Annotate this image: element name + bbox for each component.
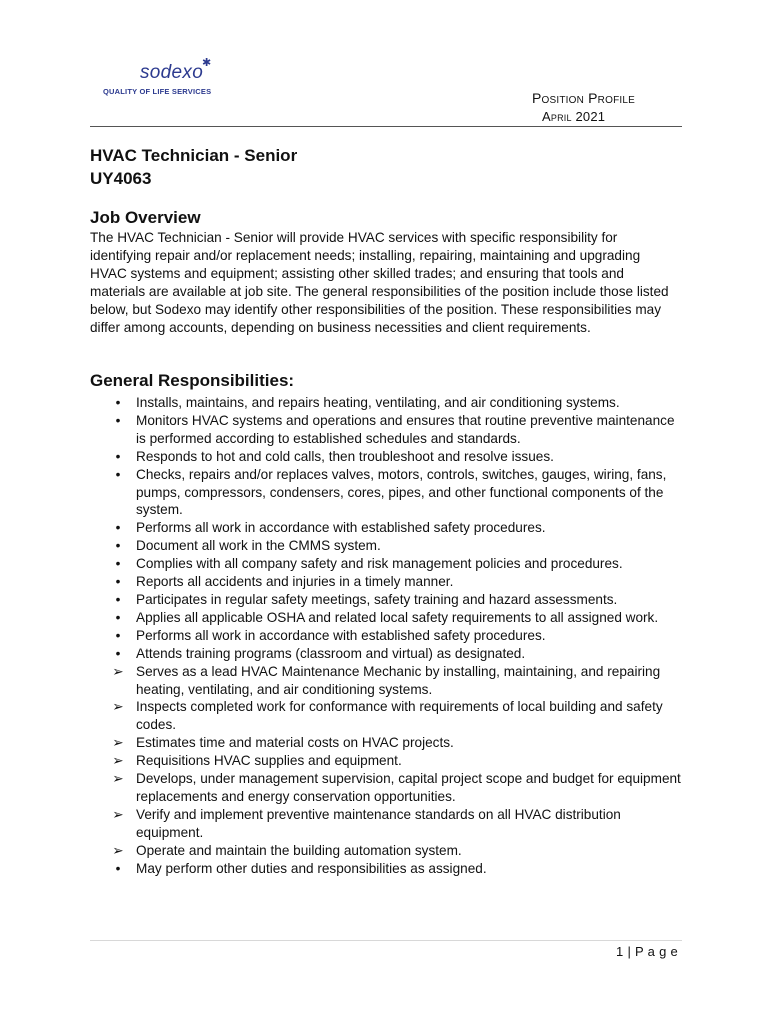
- list-item-text: Checks, repairs and/or replaces valves, motors, controls, switches, gauges, wiring, fans, pumps, compressors, condensers, cores, pipes, and other functional components of the system.: [136, 466, 667, 518]
- logo-wordmark: sodexo: [140, 62, 204, 83]
- list-item-text: Document all work in the CMMS system.: [136, 538, 381, 554]
- bullet-icon: •: [115, 645, 121, 661]
- logo-tagline: QUALITY OF LIFE SERVICES: [103, 87, 212, 96]
- bullet-icon: •: [115, 609, 121, 625]
- list-item-text: Requisitions HVAC supplies and equipment.: [136, 753, 402, 769]
- job-overview-heading: Job Overview: [90, 208, 201, 227]
- list-item: [0, 860, 770, 878]
- list-item: [0, 842, 770, 860]
- arrow-bullet-icon: ➢: [112, 771, 124, 787]
- bullet-icon: •: [115, 627, 121, 643]
- bullet-icon: •: [115, 591, 121, 607]
- list-item: [0, 698, 770, 734]
- arrow-bullet-icon: ➢: [112, 699, 124, 715]
- bullet-icon: •: [115, 860, 121, 876]
- arrow-bullet-icon: ➢: [112, 806, 124, 822]
- bullet-icon: •: [115, 466, 121, 482]
- bullet-icon: •: [115, 538, 121, 554]
- list-item: [0, 537, 770, 555]
- list-item: [0, 663, 770, 699]
- page-number: 1 | P a g e: [616, 944, 679, 959]
- bullet-icon: •: [115, 574, 121, 590]
- sodexo-logo: [100, 56, 230, 100]
- footer-divider: [90, 940, 682, 941]
- bullet-icon: •: [115, 412, 121, 428]
- list-item: [0, 591, 770, 609]
- list-item: [0, 555, 770, 573]
- list-item: [0, 627, 770, 645]
- list-item-text: Verify and implement preventive maintenance standards on all HVAC distribution equipment.: [136, 806, 621, 840]
- list-item: [0, 573, 770, 591]
- header-divider: [90, 126, 682, 127]
- list-item-text: Performs all work in accordance with established safety procedures.: [136, 520, 546, 536]
- list-item-text: Installs, maintains, and repairs heating, ventilating, and air conditioning systems.: [136, 395, 620, 410]
- list-item-text: Performs all work in accordance with established safety procedures.: [136, 627, 546, 643]
- document-type: Position Profile: [532, 90, 635, 106]
- arrow-bullet-icon: ➢: [112, 842, 124, 858]
- arrow-bullet-icon: ➢: [112, 663, 124, 679]
- document-date: April 2021: [542, 109, 606, 124]
- list-item-text: May perform other duties and responsibilities as assigned.: [136, 860, 487, 876]
- bullet-icon: •: [115, 556, 121, 572]
- responsibilities-list: [0, 394, 770, 877]
- list-item-text: Participates in regular safety meetings, safety training and hazard assessments.: [136, 591, 618, 607]
- bullet-icon: •: [115, 395, 121, 410]
- list-item: [0, 466, 770, 520]
- list-item: [0, 806, 770, 842]
- list-item-text: Estimates time and material costs on HVAC projects.: [136, 735, 454, 751]
- list-item: [0, 645, 770, 663]
- job-code: UY4063: [90, 169, 152, 188]
- list-item-text: Applies all applicable OSHA and related local safety requirements to all assigned work.: [136, 609, 659, 625]
- general-responsibilities-heading: General Responsibilities:: [90, 371, 295, 390]
- arrow-bullet-icon: ➢: [112, 735, 124, 751]
- list-item-text: Serves as a lead HVAC Maintenance Mechanic by installing, maintaining, and repairing heating, ventilating, and air conditioning systems.: [136, 663, 661, 697]
- list-item-text: Responds to hot and cold calls, then troubleshoot and resolve issues.: [136, 448, 554, 464]
- list-item: [0, 609, 770, 627]
- list-item: [0, 412, 770, 448]
- job-title: HVAC Technician - Senior: [90, 146, 298, 165]
- star-icon: ✱: [202, 57, 212, 69]
- list-item-text: Develops, under management supervision, capital project scope and budget for equipment replacements and energy conservation opportunities.: [136, 771, 681, 804]
- list-item: [0, 394, 770, 412]
- job-overview-text: The HVAC Technician - Senior will provide HVAC services with specific responsibility for identifying repair and/or replacement needs; installing, repairing, maintaining and upgrading HVAC systems and equipment; assisting other skilled trades; and ensuring that tools and materials are available at job site. The general responsibilities of the position include those listed below, but Sodexo may identify other responsibilities of the position. These responsibilities may differ among accounts, depending on business necessities and client requirements.: [90, 230, 669, 336]
- list-item: [0, 770, 770, 806]
- list-item: [0, 448, 770, 466]
- list-item-text: Attends training programs (classroom and virtual) as designated.: [136, 645, 526, 661]
- arrow-bullet-icon: ➢: [112, 753, 124, 769]
- bullet-icon: •: [115, 448, 121, 464]
- list-item-text: Reports all accidents and injuries in a timely manner.: [136, 574, 454, 590]
- list-item: [0, 519, 770, 537]
- list-item-text: Monitors HVAC systems and operations and ensures that routine preventive maintenance is performed according to established schedules and standards.: [136, 412, 675, 446]
- list-item-text: Operate and maintain the building automation system.: [136, 842, 462, 858]
- list-item: [0, 734, 770, 752]
- list-item-text: Complies with all company safety and risk management policies and procedures.: [136, 556, 623, 572]
- list-item-text: Inspects completed work for conformance with requirements of local building and safety codes.: [136, 699, 663, 733]
- list-item: [0, 752, 770, 770]
- bullet-icon: •: [115, 520, 121, 536]
